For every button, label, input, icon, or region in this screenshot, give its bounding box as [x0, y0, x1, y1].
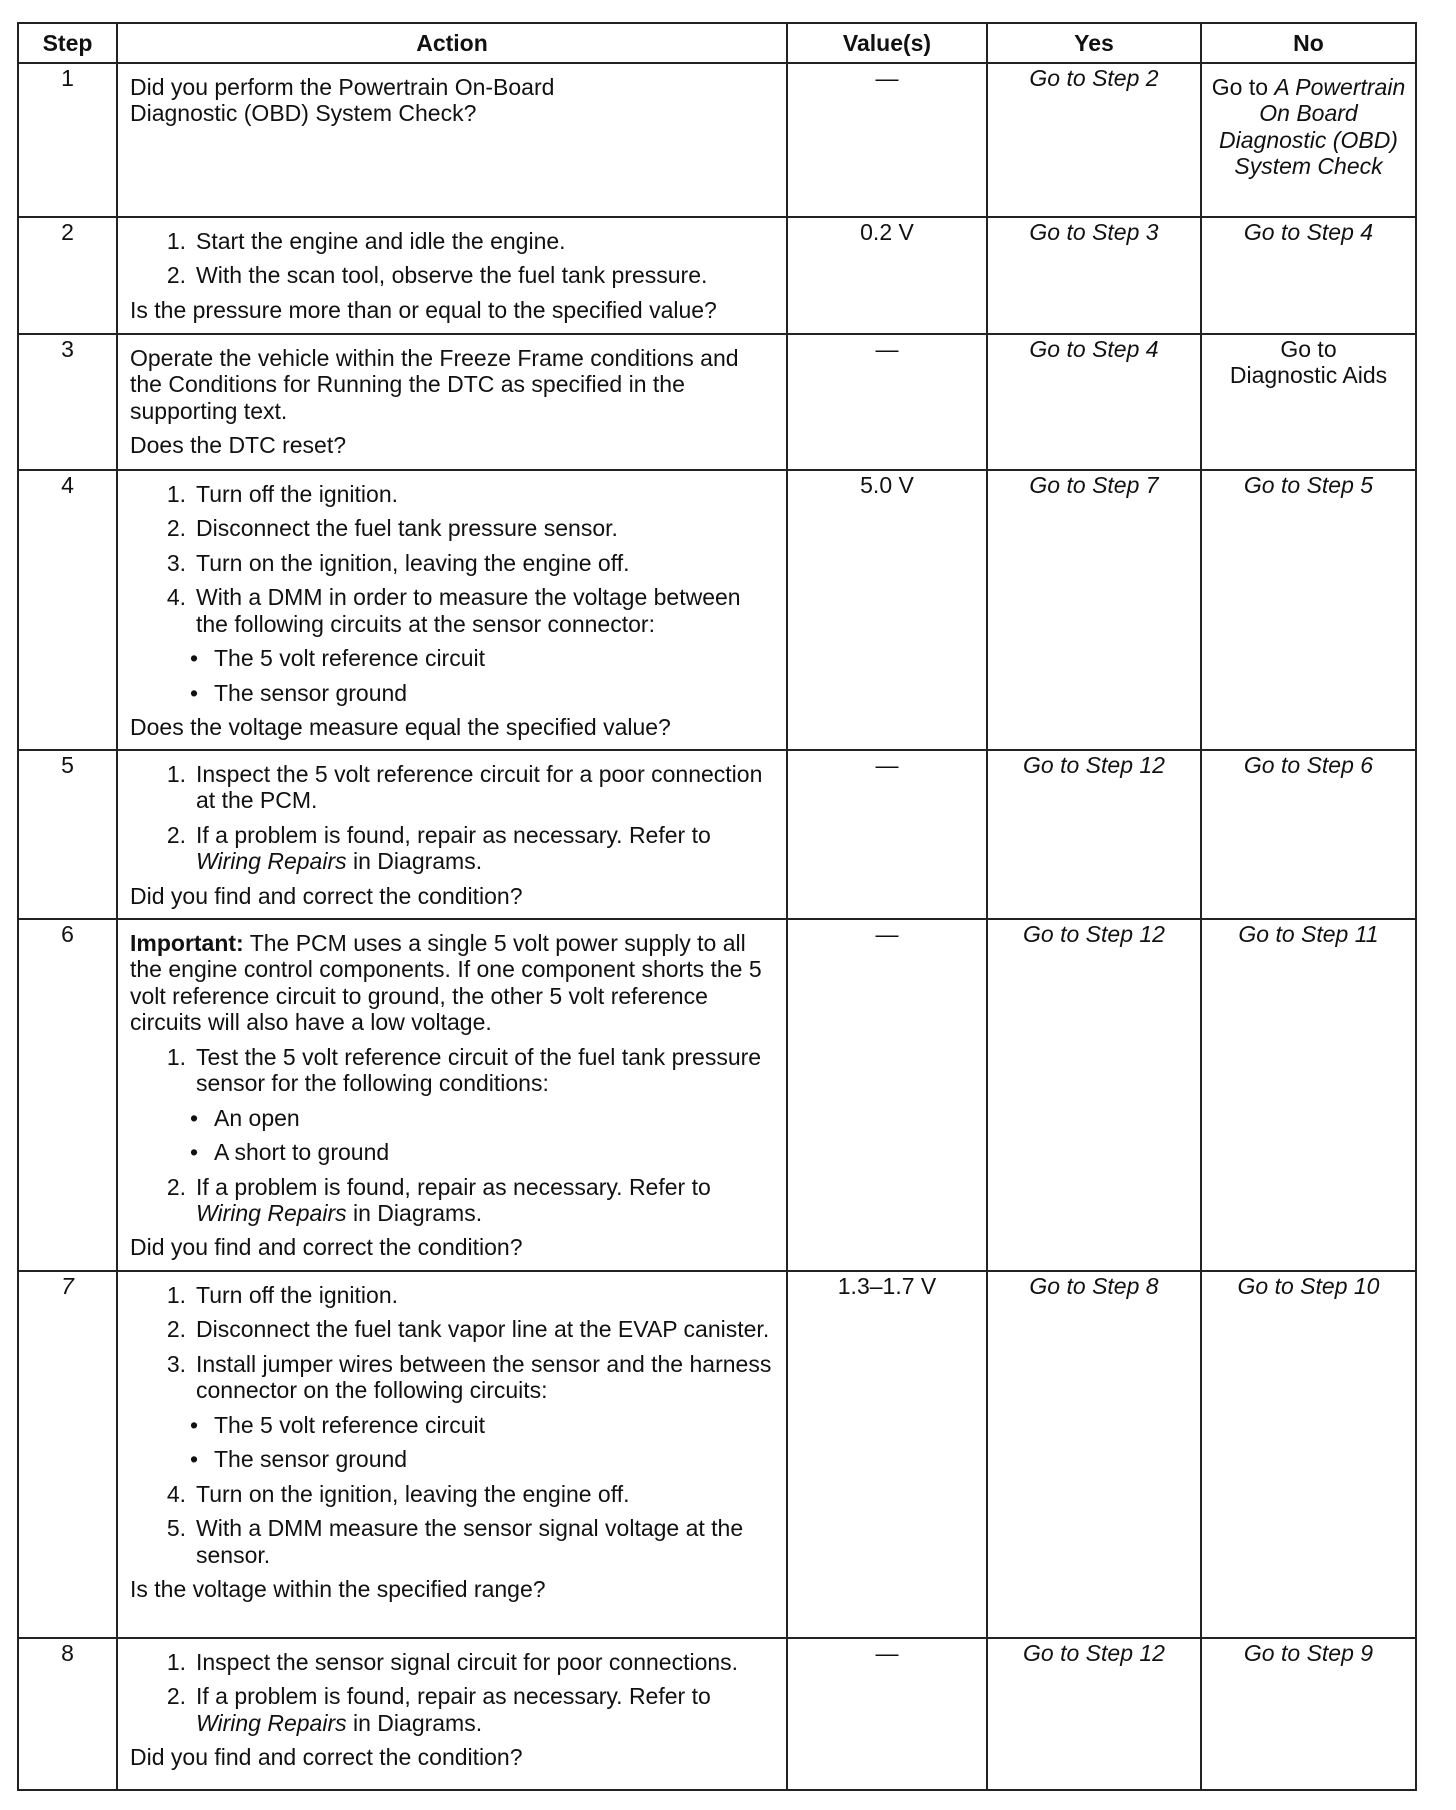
- step-number: 5: [18, 750, 117, 919]
- list-item: 4. With a DMM in order to measure the voltage between the following circuits at the sensor connector:: [166, 584, 741, 637]
- no-cell: [1201, 334, 1416, 470]
- action-text: Did you perform the Powertrain On-Board Diagnostic (OBD) System Check?: [130, 74, 555, 127]
- list-item: 3. Install jumper wires between the sensor and the harness connector on the following circuits:: [166, 1350, 772, 1404]
- yes-cell: Go to Step 8: [987, 1271, 1201, 1638]
- question-text: Is the pressure more than or equal to the specified value?: [130, 296, 717, 323]
- bullet-item: • A short to ground: [190, 1139, 390, 1166]
- action-cell: [117, 1271, 787, 1638]
- list-item: 2. Disconnect the fuel tank pressure sensor.: [166, 515, 618, 542]
- step-number: 8: [18, 1638, 117, 1790]
- yes-cell: Go to Step 4: [987, 334, 1201, 470]
- bullet-item: • The sensor ground: [190, 1446, 408, 1473]
- yes-cell: Go to Step 12: [987, 750, 1201, 919]
- bullet-item: • The 5 volt reference circuit: [190, 645, 486, 672]
- wiring-repairs-reference: Wiring Repairs: [196, 1199, 347, 1226]
- table-row: [18, 217, 1416, 334]
- list-item: 2. If a problem is found, repair as necessary. Refer to Wiring Repairs in Diagrams.: [166, 1173, 711, 1226]
- wiring-repairs-reference: Wiring Repairs: [196, 1709, 347, 1736]
- bullet-item: • The 5 volt reference circuit: [190, 1411, 486, 1438]
- header-values: Value(s): [787, 23, 987, 63]
- question-text: Does the voltage measure equal the specified value?: [130, 714, 671, 741]
- step-number: 4: [18, 470, 117, 750]
- yes-cell: Go to Step 12: [987, 919, 1201, 1271]
- step-number: 3: [18, 334, 117, 470]
- no-line: Go to: [1280, 336, 1337, 362]
- no-cell: Go to Step 9: [1201, 1638, 1416, 1790]
- question-text: Did you find and correct the condition?: [130, 882, 523, 909]
- table-row: [18, 1271, 1416, 1638]
- step-number: 2: [18, 217, 117, 334]
- value-cell: —: [787, 334, 987, 470]
- step-number: 1: [18, 63, 117, 217]
- list-item: 1. Test the 5 volt reference circuit of the fuel tank pressure sensor for the following conditions:: [166, 1043, 762, 1097]
- question-text: Did you find and correct the condition?: [130, 1744, 523, 1771]
- action-cell: [117, 63, 787, 217]
- no-cell: Go to Step 11: [1201, 919, 1416, 1271]
- list-item: 3. Turn on the ignition, leaving the engine off.: [166, 549, 630, 576]
- action-cell: [117, 334, 787, 470]
- list-item: 1. Start the engine and idle the engine.: [166, 228, 566, 254]
- yes-cell: Go to Step 2: [987, 63, 1201, 217]
- no-cell: Go to Step 5: [1201, 470, 1416, 750]
- header-yes: Yes: [987, 23, 1201, 63]
- no-prefix: Go to: [1211, 74, 1275, 100]
- no-line: Diagnostic Aids: [1229, 362, 1388, 389]
- list-item: 1. Inspect the 5 volt reference circuit for a poor connection at the PCM.: [166, 761, 763, 814]
- no-cell: Go to Step 10: [1201, 1271, 1416, 1638]
- table-row: [18, 470, 1416, 750]
- header-action: Action: [117, 23, 787, 63]
- table-row: [18, 919, 1416, 1271]
- action-cell: [117, 470, 787, 750]
- header-step: Step: [18, 23, 117, 63]
- important-label: Important:: [130, 930, 244, 956]
- value-cell: 5.0 V: [787, 470, 987, 750]
- value-cell: 0.2 V: [787, 217, 987, 334]
- list-item: 2. Disconnect the fuel tank vapor line at the EVAP canister.: [166, 1316, 770, 1343]
- action-text: Operate the vehicle within the Freeze Frame conditions and the Conditions for Running the DTC as specified in the supporting text.: [130, 345, 739, 424]
- list-item: 2. If a problem is found, repair as necessary. Refer to Wiring Repairs in Diagrams.: [166, 1683, 711, 1736]
- step-number: 7: [18, 1271, 117, 1638]
- value-cell: —: [787, 63, 987, 217]
- step-number: 6: [18, 919, 117, 1271]
- table-row: [18, 63, 1416, 217]
- yes-cell: Go to Step 12: [987, 1638, 1201, 1790]
- yes-cell: Go to Step 7: [987, 470, 1201, 750]
- list-item: 4. Turn on the ignition, leaving the engine off.: [166, 1480, 630, 1507]
- bullet-item: • An open: [190, 1104, 300, 1131]
- header-row: [18, 23, 1416, 63]
- no-cell: Go to Step 4: [1201, 217, 1416, 334]
- list-item: 2. If a problem is found, repair as necessary. Refer to Wiring Repairs in Diagrams.: [166, 821, 711, 875]
- value-cell: —: [787, 919, 987, 1271]
- action-cell: [117, 1638, 787, 1790]
- action-cell: [117, 217, 787, 334]
- no-reference: A Powertrain On Board Diagnostic (OBD) System Check: [1219, 74, 1406, 180]
- table-row: [18, 334, 1416, 470]
- value-cell: —: [787, 1638, 987, 1790]
- action-cell: [117, 750, 787, 919]
- list-item: 1. Turn off the ignition.: [166, 481, 399, 507]
- table-row: [18, 1638, 1416, 1790]
- question-text: Does the DTC reset?: [130, 432, 347, 459]
- list-item: 1. Turn off the ignition.: [166, 1282, 399, 1308]
- no-cell: [1201, 63, 1416, 217]
- list-item: 1. Inspect the sensor signal circuit for poor connections.: [166, 1649, 739, 1675]
- header-no: No: [1201, 23, 1416, 63]
- value-cell: —: [787, 750, 987, 919]
- diagnostic-table: [17, 22, 1417, 1791]
- question-text: Is the voltage within the specified range?: [130, 1575, 546, 1602]
- bullet-item: • The sensor ground: [190, 679, 408, 706]
- list-item: 2. With the scan tool, observe the fuel tank pressure.: [166, 262, 708, 289]
- table-row: [18, 750, 1416, 919]
- question-text: Did you find and correct the condition?: [130, 1234, 523, 1261]
- wiring-repairs-reference: Wiring Repairs: [196, 848, 347, 875]
- action-cell: [117, 919, 787, 1271]
- yes-cell: Go to Step 3: [987, 217, 1201, 334]
- important-note: Important: The PCM uses a single 5 volt power supply to all the engine control components. If one component shorts the 5 volt reference circuit to ground, the other 5 volt reference circuits will also have a low voltage.: [130, 930, 762, 1036]
- list-item: 5. With a DMM measure the sensor signal voltage at the sensor.: [166, 1515, 744, 1568]
- no-cell: Go to Step 6: [1201, 750, 1416, 919]
- value-cell: 1.3–1.7 V: [787, 1271, 987, 1638]
